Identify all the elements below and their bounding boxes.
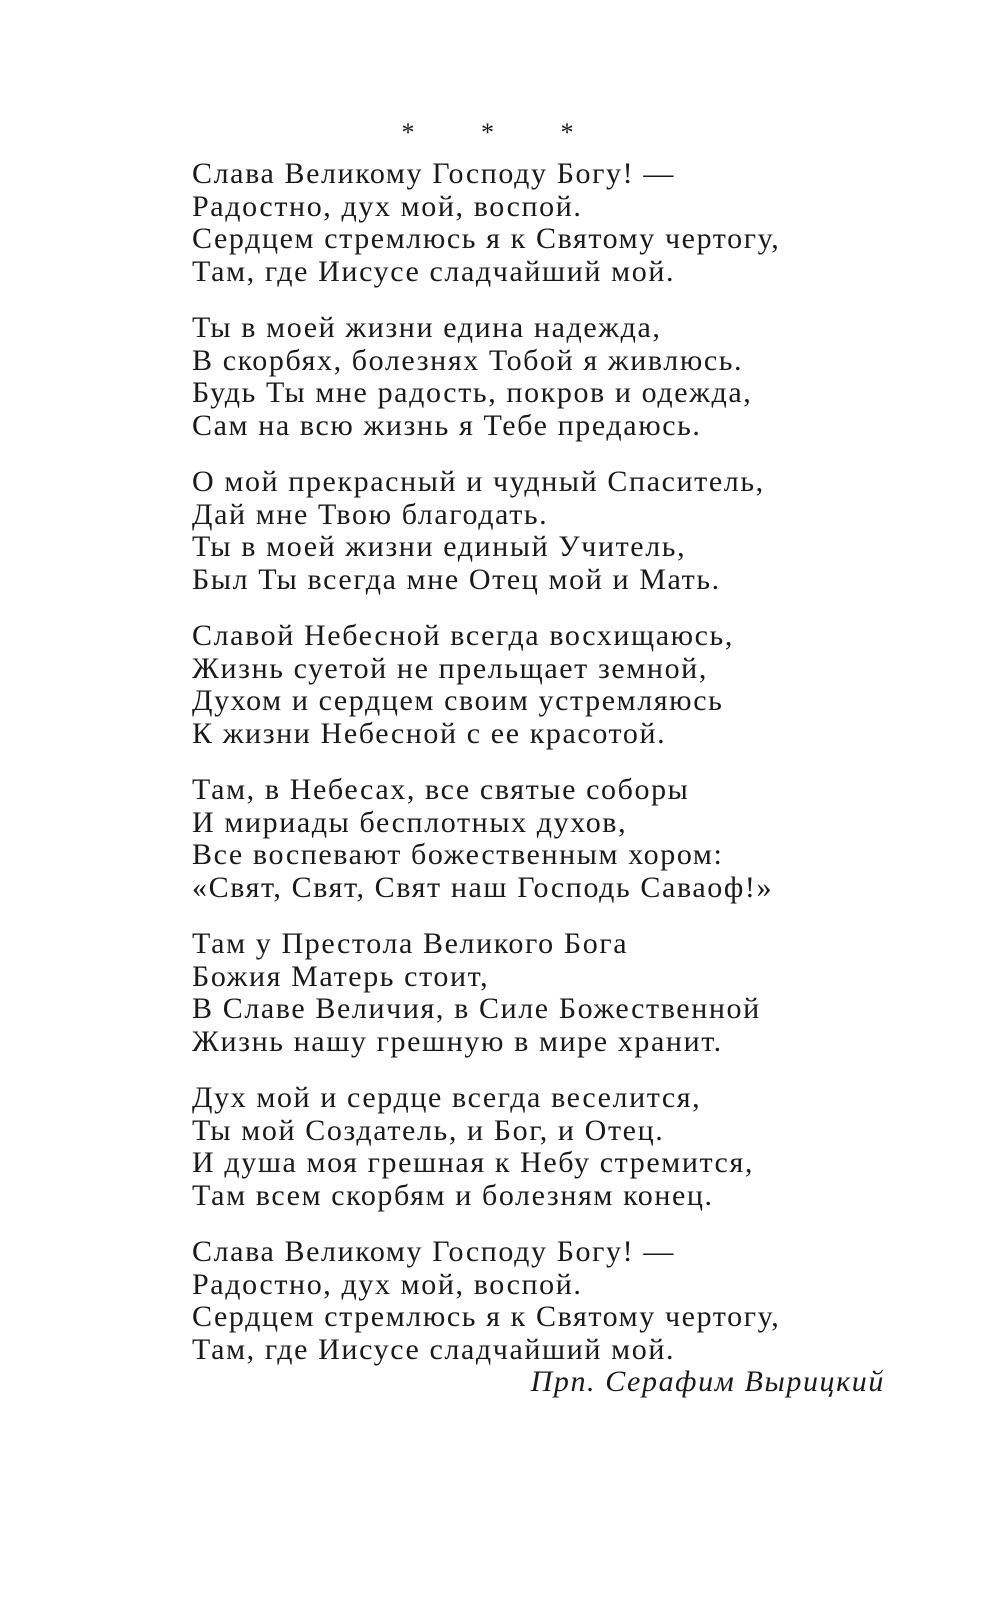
poem-line: Духом и сердцем своим устремляюсь bbox=[192, 684, 724, 717]
author-signature: Прп. Серафим Вырицкий bbox=[530, 1365, 885, 1398]
poem bbox=[192, 158, 952, 1390]
poem-line: И душа моя грешная к Небу стремится, bbox=[192, 1146, 754, 1179]
poem-line: Ты мой Создатель, и Бог, и Отец. bbox=[192, 1113, 665, 1147]
poem-line: Сердцем стремлюсь я к Святому чертогу, bbox=[192, 222, 781, 255]
stanza-5 bbox=[192, 774, 952, 904]
stanza-3 bbox=[192, 466, 952, 596]
poem-line: Жизнь нашу грешную в мире хранит. bbox=[192, 1024, 723, 1058]
poem-line: Ты в моей жизни едина надежда, bbox=[192, 311, 662, 344]
poem-line: Ты в моей жизни единый Учитель, bbox=[192, 530, 687, 563]
stanza-7 bbox=[192, 1082, 952, 1212]
poem-line: И мириады бесплотных духов, bbox=[192, 805, 628, 839]
poem-line: О мой прекрасный и чудный Спаситель, bbox=[192, 465, 765, 498]
poem-line: Там, в Небесах, все святые соборы bbox=[192, 773, 690, 806]
stanza-1 bbox=[192, 158, 952, 288]
stanza-6 bbox=[192, 928, 952, 1058]
poem-line: В скорбях, болезнях Тобой я живлюсь. bbox=[192, 343, 744, 377]
poem-line: Там у Престола Великого Бога bbox=[192, 927, 629, 960]
poem-line: Все воспевают божественным хором: bbox=[192, 838, 724, 871]
poem-line: Дай мне Твою благодать. bbox=[192, 497, 549, 531]
poem-line: Там, где Иисусе сладчайший мой. bbox=[192, 254, 676, 288]
poem-line: Божия Матерь стоит, bbox=[192, 959, 490, 993]
poem-line: Будь Ты мне радость, покров и одежда, bbox=[192, 376, 753, 409]
poem-line: Слава Великому Господу Богу! — bbox=[192, 1235, 675, 1268]
section-ornament: * * * bbox=[401, 118, 604, 147]
stanza-4 bbox=[192, 620, 952, 750]
poem-line: Был Ты всегда мне Отец мой и Мать. bbox=[192, 562, 721, 596]
poem-line: Жизнь суетой не прельщает земной, bbox=[192, 651, 708, 685]
poem-line: Радостно, дух мой, воспой. bbox=[192, 189, 583, 223]
poem-line: Слава Великому Господу Богу! — bbox=[192, 157, 675, 190]
stanza-2 bbox=[192, 312, 952, 442]
poem-line: Сам на всю жизнь я Тебе предаюсь. bbox=[192, 408, 702, 442]
stanza-8 bbox=[192, 1236, 952, 1366]
poem-line: Радостно, дух мой, воспой. bbox=[192, 1267, 583, 1301]
poem-line: Там, где Иисусе сладчайший мой. bbox=[192, 1332, 676, 1366]
poem-line: Сердцем стремлюсь я к Святому чертогу, bbox=[192, 1300, 781, 1333]
poem-line: Дух мой и сердце всегда веселится, bbox=[192, 1081, 702, 1114]
poem-line: В Славе Величия, в Силе Божественной bbox=[192, 992, 761, 1025]
poem-line: К жизни Небесной с ее красотой. bbox=[192, 716, 667, 750]
poem-line: Славой Небесной всегда восхищаюсь, bbox=[192, 619, 734, 652]
poem-line: «Свят, Свят, Свят наш Господь Саваоф!» bbox=[192, 870, 774, 904]
poem-line: Там всем скорбям и болезням конец. bbox=[192, 1178, 714, 1212]
